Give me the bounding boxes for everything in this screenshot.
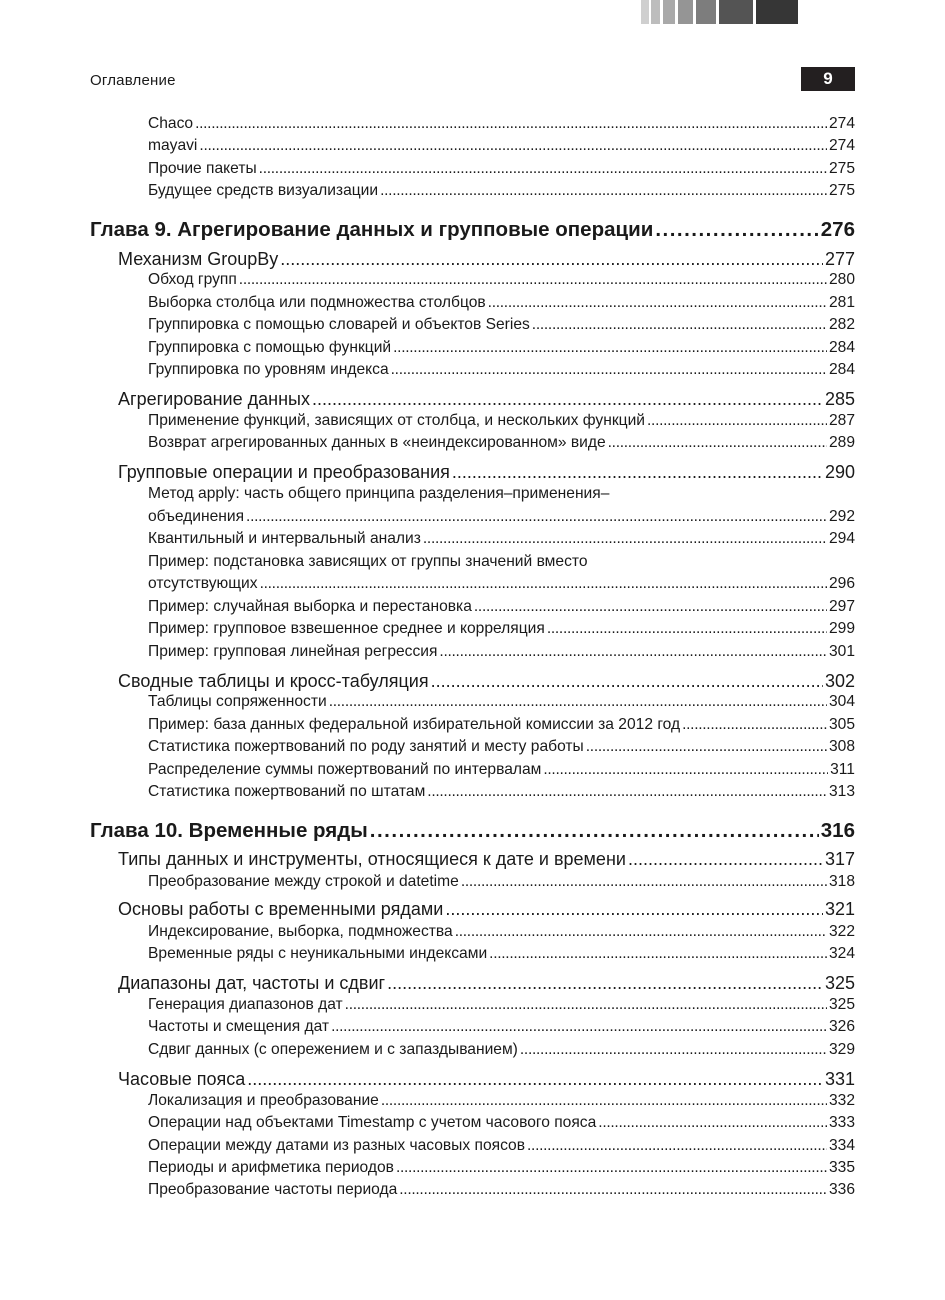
- dot-leader: [381, 1092, 827, 1110]
- toc-subsection: [148, 1114, 855, 1132]
- toc-entry-page: 305: [828, 716, 855, 733]
- toc-entry-title: Локализация и преобразование: [148, 1092, 379, 1109]
- toc-entry-title: Агрегирование данных: [118, 389, 310, 409]
- toc-subsection: [148, 598, 855, 616]
- toc-entry-page: 275: [828, 160, 855, 177]
- toc-section: [118, 973, 855, 994]
- toc-entry-title: Часовые пояса: [118, 1069, 246, 1089]
- toc-section: [118, 389, 855, 410]
- toc-entry-title: Выборка столбца или подмножества столбцов: [148, 294, 486, 311]
- toc-subsection: [148, 1018, 855, 1036]
- toc-section: [118, 899, 855, 920]
- toc-subsection: [148, 693, 855, 711]
- running-title: Оглавление: [90, 72, 176, 89]
- toc-entry-page: 325: [824, 973, 855, 993]
- toc-entry-title: Группировка с помощью словарей и объектов Series: [148, 316, 530, 333]
- toc-entry-title: Индексирование, выборка, подмножества: [148, 923, 453, 940]
- toc-entry-page: 322: [828, 923, 855, 940]
- toc-entry-title: Группировка с помощью функций: [148, 339, 392, 356]
- toc-entry-title: объединения: [148, 508, 245, 525]
- toc-entry-title: Прочие пакеты: [148, 160, 257, 177]
- toc-entry-title: Временные ряды с неуникальными индексами: [148, 945, 488, 962]
- toc-entry-page: 301: [828, 643, 855, 660]
- toc-entry-title: mayavi: [148, 137, 198, 154]
- toc-entry-page: 332: [828, 1092, 855, 1109]
- toc-subsection: [148, 508, 855, 526]
- toc-entry-title: Метод apply: часть общего принципа разделения–применения–: [148, 485, 610, 502]
- toc-subsection: [148, 412, 855, 430]
- header-bar: [719, 0, 753, 24]
- toc-entry-page: 280: [828, 271, 855, 288]
- toc-entry-page: 326: [828, 1018, 855, 1035]
- dot-leader: [445, 899, 823, 920]
- dot-leader: [527, 1137, 827, 1155]
- page-number: 9: [801, 67, 855, 91]
- toc-subsection: [148, 1092, 855, 1110]
- toc-entry-page: 304: [828, 693, 855, 710]
- dot-leader: [452, 462, 823, 483]
- dot-leader: [259, 160, 827, 178]
- toc-subsection: [148, 923, 855, 941]
- toc-subsection: [148, 485, 609, 503]
- toc-entry-title: Пример: подстановка зависящих от группы значений вместо: [148, 553, 588, 570]
- toc-subsection: [148, 434, 855, 452]
- toc-entry-page: 276: [820, 218, 855, 241]
- toc-entry-title: Глава 9. Агрегирование данных и групповые операции: [90, 218, 654, 241]
- toc-entry-title: Применение функций, зависящих от столбца, и нескольких функций: [148, 412, 645, 429]
- toc-entry-page: 333: [828, 1114, 855, 1131]
- dot-leader: [598, 1114, 827, 1132]
- toc-subsection: [148, 271, 855, 289]
- toc-entry-title: Глава 10. Временные ряды: [90, 819, 368, 842]
- toc-section: [118, 249, 855, 270]
- toc-entry-title: Пример: случайная выборка и перестановка: [148, 598, 472, 615]
- toc-entry-title: Операции над объектами Timestamp с учетом часового пояса: [148, 1114, 597, 1131]
- toc-entry-page: 316: [820, 819, 855, 842]
- toc-entry-page: 335: [828, 1159, 855, 1176]
- toc-entry-page: 274: [828, 137, 855, 154]
- header-bar: [756, 0, 798, 24]
- header-bar: [663, 0, 675, 24]
- toc-entry-page: 287: [828, 412, 855, 429]
- toc-subsection: [148, 316, 855, 334]
- toc-entry-title: Преобразование частоты периода: [148, 1181, 398, 1198]
- dot-leader: [387, 973, 823, 994]
- dot-leader: [628, 849, 823, 870]
- toc-subsection: [148, 738, 855, 756]
- toc-entry-title: Группировка по уровням индекса: [148, 361, 389, 378]
- toc-subsection: [148, 182, 855, 200]
- toc-entry-title: Распределение суммы пожертвований по интервалам: [148, 761, 542, 778]
- dot-leader: [370, 819, 819, 843]
- toc-subsection: [148, 1159, 855, 1177]
- toc-entry-title: Генерация диапазонов дат: [148, 996, 343, 1013]
- dot-leader: [431, 671, 823, 692]
- toc-entry-page: 277: [824, 249, 855, 269]
- dot-leader: [455, 923, 827, 941]
- toc-entry-title: Механизм GroupBy: [118, 249, 279, 269]
- toc-subsection: [148, 643, 855, 661]
- toc-subsection: [148, 945, 855, 963]
- header-bar: [641, 0, 649, 24]
- toc-section: [118, 1069, 855, 1090]
- dot-leader: [329, 693, 827, 711]
- toc-entry-title: отсутствующих: [148, 575, 258, 592]
- toc-entry-title: Сдвиг данных (с опережением и с запаздыванием): [148, 1041, 518, 1058]
- toc-entry-title: Основы работы с временными рядами: [118, 899, 444, 919]
- dot-leader: [439, 643, 827, 661]
- toc-subsection: [148, 160, 855, 178]
- dot-leader: [647, 412, 827, 430]
- toc-entry-title: Пример: база данных федеральной избирательной комиссии за 2012 год: [148, 716, 681, 733]
- toc-entry-title: Частоты и смещения дат: [148, 1018, 330, 1035]
- toc-entry-page: 294: [828, 530, 855, 547]
- toc-section: [118, 849, 855, 870]
- dot-leader: [474, 598, 827, 616]
- toc-subsection: [148, 361, 855, 379]
- toc-entry-page: 302: [824, 671, 855, 691]
- toc-entry-title: Пример: групповая линейная регрессия: [148, 643, 438, 660]
- dot-leader: [239, 271, 827, 289]
- toc-entry-page: 321: [824, 899, 855, 919]
- toc-entry-page: 324: [828, 945, 855, 962]
- dot-leader: [396, 1159, 827, 1177]
- toc-entry-page: 318: [828, 873, 855, 890]
- toc-entry-title: Будущее средств визуализации: [148, 182, 379, 199]
- header-bar: [678, 0, 693, 24]
- toc-subsection: [148, 620, 855, 638]
- dot-leader: [423, 530, 827, 548]
- toc-entry-page: 299: [828, 620, 855, 637]
- toc-section: [118, 462, 855, 483]
- toc-entry-title: Обход групп: [148, 271, 237, 288]
- dot-leader: [489, 945, 827, 963]
- dot-leader: [488, 294, 827, 312]
- toc-entry-page: 296: [828, 575, 855, 592]
- toc-entry-title: Преобразование между строкой и datetime: [148, 873, 459, 890]
- toc-subsection: [148, 137, 855, 155]
- toc-entry-title: Возврат агрегированных данных в «неиндексированном» виде: [148, 434, 606, 451]
- toc-entry-page: 289: [828, 434, 855, 451]
- toc-subsection: [148, 783, 855, 801]
- dot-leader: [199, 137, 827, 155]
- toc-entry-title: Пример: групповое взвешенное среднее и корреляция: [148, 620, 545, 637]
- header-bar: [651, 0, 660, 24]
- toc-subsection: [148, 716, 855, 734]
- toc-subsection: [148, 1181, 855, 1199]
- toc-entry-page: 313: [828, 783, 855, 800]
- toc-chapter: [90, 819, 855, 843]
- toc-subsection: [148, 553, 588, 571]
- dot-leader: [312, 389, 823, 410]
- toc-entry-page: 275: [828, 182, 855, 199]
- dot-leader: [393, 339, 827, 357]
- toc-subsection: [148, 873, 855, 891]
- toc-entry-page: 334: [828, 1137, 855, 1154]
- toc-entry-page: 297: [828, 598, 855, 615]
- toc-chapter: [90, 218, 855, 242]
- toc-entry-page: 308: [828, 738, 855, 755]
- toc-subsection: [148, 339, 855, 357]
- toc-entry-page: 336: [828, 1181, 855, 1198]
- dot-leader: [391, 361, 827, 379]
- dot-leader: [461, 873, 827, 891]
- dot-leader: [608, 434, 827, 452]
- header-bar: [696, 0, 716, 24]
- dot-leader: [280, 249, 823, 270]
- toc-entry-title: Периоды и арифметика периодов: [148, 1159, 394, 1176]
- dot-leader: [427, 783, 827, 801]
- toc-entry-page: 282: [828, 316, 855, 333]
- toc-entry-page: 317: [824, 849, 855, 869]
- dot-leader: [655, 218, 818, 242]
- dot-leader: [260, 575, 827, 593]
- dot-leader: [520, 1041, 827, 1059]
- toc-entry-title: Статистика пожертвований по роду занятий и месту работы: [148, 738, 584, 755]
- toc-subsection: [148, 996, 855, 1014]
- toc-entry-page: 284: [828, 339, 855, 356]
- toc-subsection: [148, 1137, 855, 1155]
- toc-subsection: [148, 1041, 855, 1059]
- toc-subsection: [148, 530, 855, 548]
- toc-entry-page: 284: [828, 361, 855, 378]
- toc-entry-title: Операции между датами из разных часовых поясов: [148, 1137, 525, 1154]
- toc-entry-title: Таблицы сопряженности: [148, 693, 327, 710]
- dot-leader: [399, 1181, 827, 1199]
- dot-leader: [543, 761, 828, 779]
- toc-section: [118, 671, 855, 692]
- dot-leader: [547, 620, 827, 638]
- toc-entry-title: Сводные таблицы и кросс-табуляция: [118, 671, 429, 691]
- dot-leader: [345, 996, 827, 1014]
- dot-leader: [246, 508, 827, 526]
- toc-entry-page: 290: [824, 462, 855, 482]
- toc-entry-title: Диапазоны дат, частоты и сдвиг: [118, 973, 386, 993]
- toc-subsection: [148, 575, 855, 593]
- dot-leader: [532, 316, 827, 334]
- dot-leader: [682, 716, 827, 734]
- toc-entry-page: 311: [830, 761, 855, 778]
- toc-subsection: [148, 761, 855, 779]
- toc-entry-page: 281: [828, 294, 855, 311]
- dot-leader: [331, 1018, 827, 1036]
- toc-subsection: [148, 115, 855, 133]
- dot-leader: [195, 115, 827, 133]
- toc-entry-page: 292: [828, 508, 855, 525]
- toc-entry-page: 274: [828, 115, 855, 132]
- toc-entry-page: 331: [824, 1069, 855, 1089]
- dot-leader: [380, 182, 827, 200]
- toc-subsection: [148, 294, 855, 312]
- toc-entry-title: Квантильный и интервальный анализ: [148, 530, 421, 547]
- toc-entry-page: 285: [824, 389, 855, 409]
- toc-entry-title: Статистика пожертвований по штатам: [148, 783, 426, 800]
- toc-entry-page: 329: [828, 1041, 855, 1058]
- dot-leader: [247, 1069, 823, 1090]
- toc-entry-title: Типы данных и инструменты, относящиеся к дате и времени: [118, 849, 626, 869]
- toc-entry-title: Chaco: [148, 115, 194, 132]
- toc-entry-page: 325: [828, 996, 855, 1013]
- dot-leader: [586, 738, 827, 756]
- toc-entry-title: Групповые операции и преобразования: [118, 462, 450, 482]
